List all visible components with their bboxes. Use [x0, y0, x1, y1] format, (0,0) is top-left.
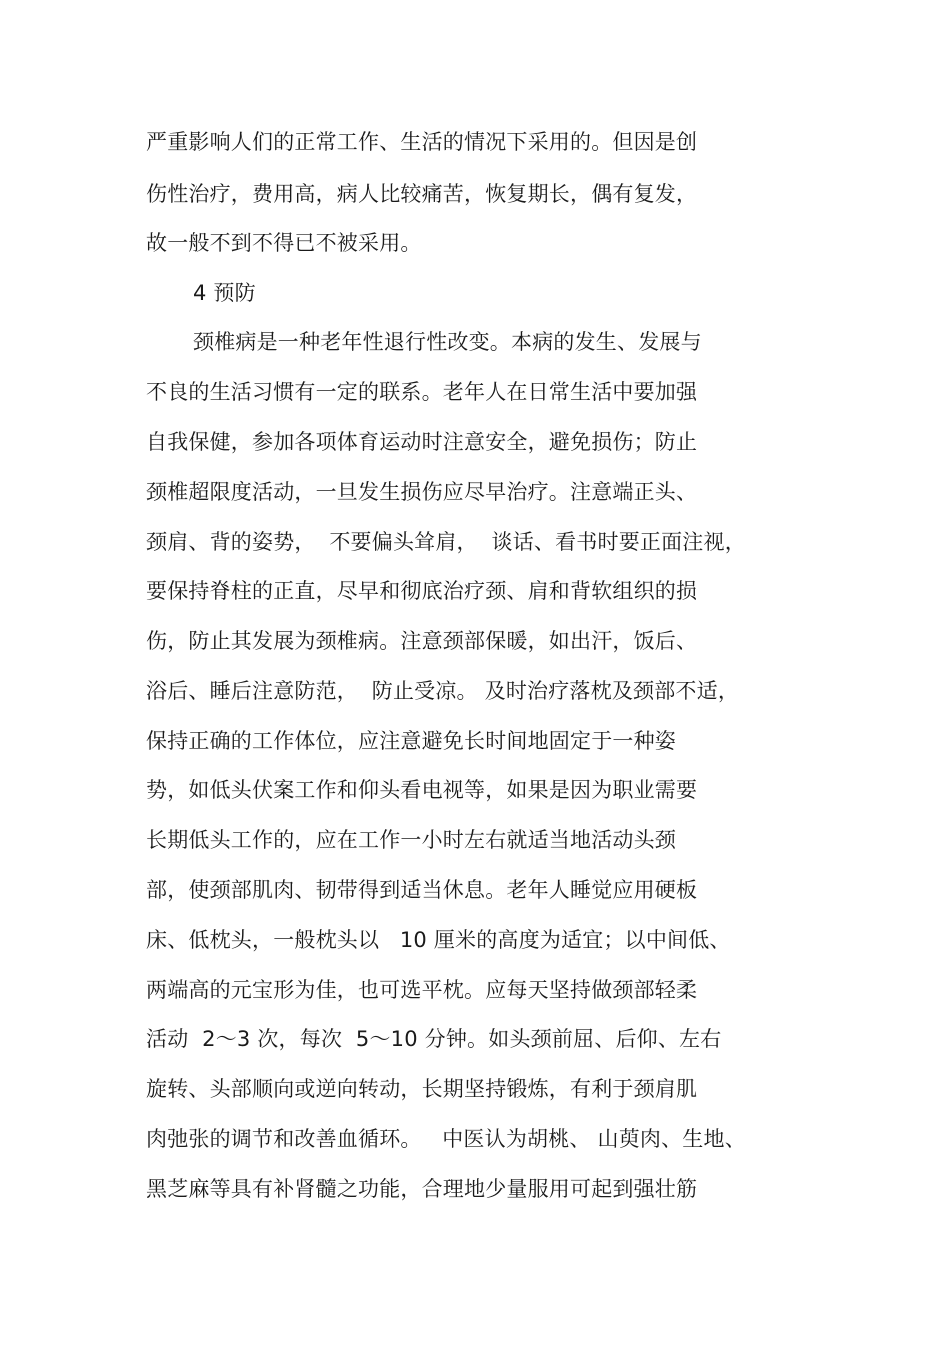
text-line: 旋转、头部顺向或逆向转动，长期坚持锻炼，有利于颈肩肌 [146, 1077, 698, 1101]
text-line: 故一般不到不得已不被采用。 [146, 231, 422, 255]
text-line: 颈椎病是一种老年性退行性改变。本病的发生、发展与 [193, 330, 702, 354]
section-heading: 4 预防 [193, 281, 256, 305]
text-line: 床、低枕头，一般枕头以 10 厘米的高度为适宜；以中间低、 [146, 928, 731, 952]
text-line: 部，使颈部肌肉、韧带得到适当休息。老年人睡觉应用硬板 [146, 878, 698, 902]
text-line: 颈肩、背的姿势， 不要偏头耸肩， 谈话、看书时要正面注视， [146, 530, 746, 554]
text-line: 肉弛张的调节和改善血循环。 中医认为胡桃、 山萸肉、生地、 [146, 1127, 746, 1151]
text-line: 伤，防止其发展为颈椎病。注意颈部保暖，如出汗，饭后、 [146, 629, 698, 653]
text-line: 自我保健，参加各项体育运动时注意安全，避免损伤；防止 [146, 430, 698, 454]
text-line: 要保持脊柱的正直，尽早和彻底治疗颈、肩和背软组织的损 [146, 579, 698, 603]
text-line: 活动 2～3 次，每次 5～10 分钟。如头颈前屈、后仰、左右 [146, 1027, 722, 1051]
text-line: 严重影响人们的正常工作、生活的情况下采用的。但因是创 [146, 130, 698, 154]
text-line: 两端高的元宝形为佳，也可选平枕。应每天坚持做颈部轻柔 [146, 978, 698, 1002]
text-line: 长期低头工作的，应在工作一小时左右就适当地活动头颈 [146, 828, 676, 852]
text-line: 势，如低头伏案工作和仰头看电视等，如果是因为职业需要 [146, 778, 698, 802]
text-line: 保持正确的工作体位，应注意避免长时间地固定于一种姿 [146, 729, 676, 753]
text-line: 浴后、睡后注意防范， 防止受凉。 及时治疗落枕及颈部不适， [146, 679, 740, 703]
text-line: 颈椎超限度活动，一旦发生损伤应尽早治疗。注意端正头、 [146, 480, 698, 504]
text-line: 不良的生活习惯有一定的联系。老年人在日常生活中要加强 [146, 380, 698, 404]
text-line: 黑芝麻等具有补肾髓之功能，合理地少量服用可起到强壮筋 [146, 1177, 698, 1201]
text-line: 伤性治疗，费用高，病人比较痛苦，恢复期长，偶有复发， [146, 182, 698, 206]
